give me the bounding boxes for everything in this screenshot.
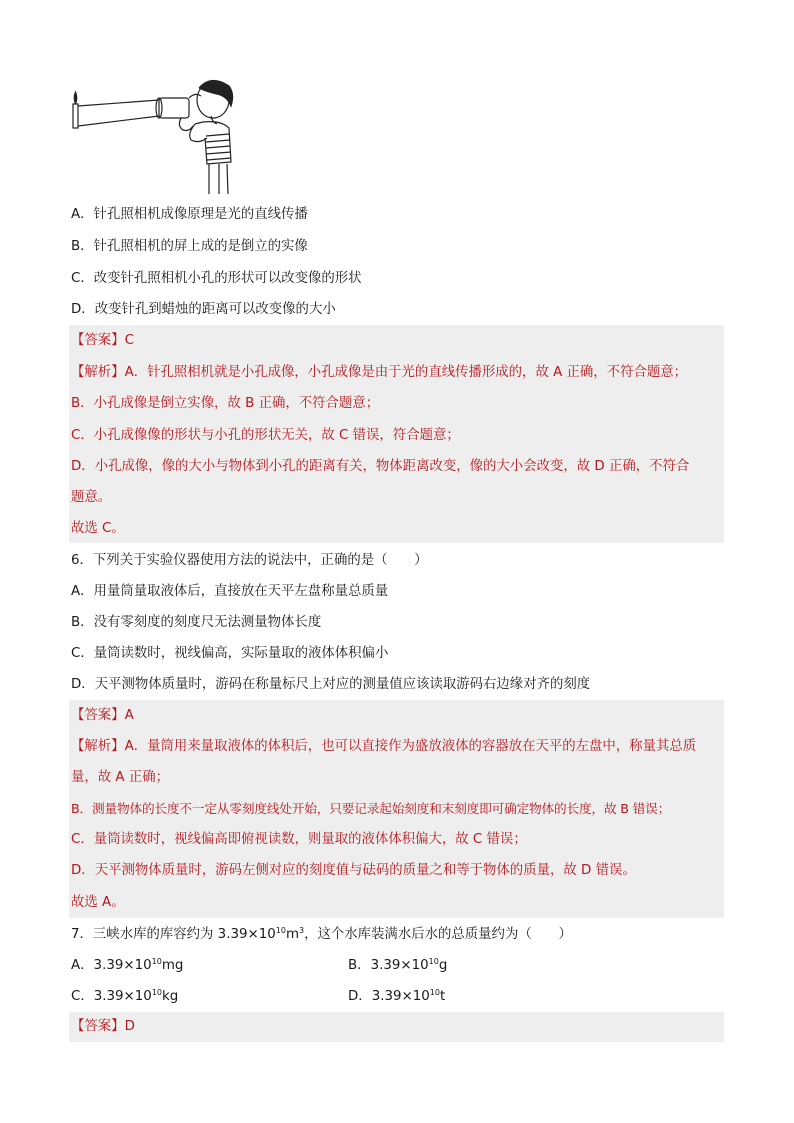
q6-option-d: D．天平测物体质量时，游码在称量标尺上对应的测量值应该读取游码右边缘对齐的刻度 — [71, 677, 591, 692]
q7-option-c-unit: kg — [162, 989, 179, 1004]
q5-analysis-line-5: 题意。 — [71, 490, 112, 505]
q7-answer-tag: 【答案】 — [71, 1019, 125, 1034]
q7-option-b-unit: g — [438, 958, 448, 973]
q5-analysis-line-2: B．小孔成像是倒立实像，故 B 正确，不符合题意； — [71, 396, 380, 411]
q7-answer — [71, 1018, 135, 1036]
q6-option-c: C．量筒读数时，视线偏高，实际量取的液体体积偏小 — [71, 646, 389, 661]
q7-option-b — [348, 957, 447, 975]
q7-option-b-exponent: 10 — [428, 957, 439, 966]
q6-answer — [71, 707, 134, 725]
q7-stem — [71, 926, 572, 944]
q5-analysis-text-1: A．针孔照相机就是小孔成像，小孔成像是由于光的直线传播形成的，故 A 正确，不符合题意； — [124, 365, 688, 380]
q5-option-c: C．改变针孔照相机小孔的形状可以改变像的形状 — [71, 271, 362, 286]
q7-option-a-value: A．3.39×10 — [71, 958, 152, 973]
q7-option-b-value: B．3.39×10 — [348, 958, 429, 973]
q6-stem: 6．下列关于实验仪器使用方法的说法中，正确的是（ ） — [71, 553, 428, 568]
q7-option-a-exponent: 10 — [151, 957, 162, 966]
q7-stem-unit-exponent: 3 — [299, 926, 305, 935]
q7-option-d-unit: t — [439, 989, 446, 1004]
q6-analysis-tag: 【解析】 — [71, 739, 125, 754]
q5-option-b: B．针孔照相机的屏上成的是倒立的实像 — [71, 239, 308, 254]
q7-option-c — [71, 988, 178, 1006]
q6-option-a: A．用量筒量取液体后，直接放在天平左盘称量总质量 — [71, 584, 389, 599]
q5-analysis-tag: 【解析】 — [71, 365, 125, 380]
q5-analysis-line-1 — [71, 364, 687, 382]
q7-option-c-value: C．3.39×10 — [71, 989, 152, 1004]
q5-analysis-line-3: C．小孔成像像的形状与小孔的形状无关，故 C 错误，符合题意； — [71, 428, 460, 443]
q7-stem-unit: m — [285, 927, 299, 942]
q7-option-a — [71, 957, 183, 975]
q6-analysis-text-1: A．量筒用来量取液体的体积后，也可以直接作为盛放液体的容器放在天平的左盘中，称量其总质 — [124, 739, 697, 754]
q6-answer-tag: 【答案】 — [71, 708, 125, 723]
q5-answer — [71, 332, 134, 350]
q5-analysis-line-4: D．小孔成像，像的大小与物体到小孔的距离有关，物体距离改变，像的大小会改变，故 D 正确，不符合 — [71, 459, 690, 474]
q7-option-d-value: D．3.39×10 — [348, 989, 430, 1004]
q7-stem-exponent: 10 — [275, 926, 286, 935]
candle-icon — [73, 104, 78, 128]
q5-answer-value: C — [124, 333, 134, 348]
q6-conclusion: 故选 A。 — [71, 895, 125, 910]
q6-analysis-line-4: C．量筒读数时，视线偏高即俯视读数，则量取的液体体积偏大，故 C 错误； — [71, 832, 527, 847]
q7-option-c-exponent: 10 — [151, 988, 163, 997]
pinhole-camera-illustration — [71, 78, 251, 196]
q5-option-d: D．改变针孔到蜡烛的距离可以改变像的大小 — [71, 302, 336, 317]
q6-analysis-line-1 — [71, 738, 696, 756]
q6-option-b: B．没有零刻度的刻度尺无法测量物体长度 — [71, 615, 322, 630]
q6-analysis-line-5: D．天平测物体质量时，游码左侧对应的刻度值与砝码的质量之和等于物体的质量，故 D 错误。 — [71, 863, 636, 878]
q7-option-a-unit: mg — [161, 958, 184, 973]
q6-answer-value: A — [124, 708, 134, 723]
q6-analysis-line-2: 量，故 A 正确； — [71, 770, 170, 785]
q7-stem-text: 7．三峡水库的库容约为 3.39×10 — [71, 927, 276, 942]
q7-stem-tail: ，这个水库装满水后水的总质量约为（ ） — [304, 927, 572, 942]
q5-conclusion: 故选 C。 — [71, 521, 125, 536]
q7-option-d — [348, 988, 445, 1006]
q7-option-d-exponent: 10 — [429, 988, 440, 997]
q6-analysis-line-3: B．测量物体的长度不一定从零刻度线处开始，只要记录起始刻度和末刻度即可确定物体的长度，故 B 错误； — [71, 801, 671, 816]
q7-answer-panel — [69, 1012, 724, 1042]
q7-answer-value: D — [124, 1019, 135, 1034]
q5-option-a: A．针孔照相机成像原理是光的直线传播 — [71, 207, 308, 222]
boy-with-pinhole-camera-drawing — [71, 78, 251, 196]
q5-answer-tag: 【答案】 — [71, 333, 125, 348]
